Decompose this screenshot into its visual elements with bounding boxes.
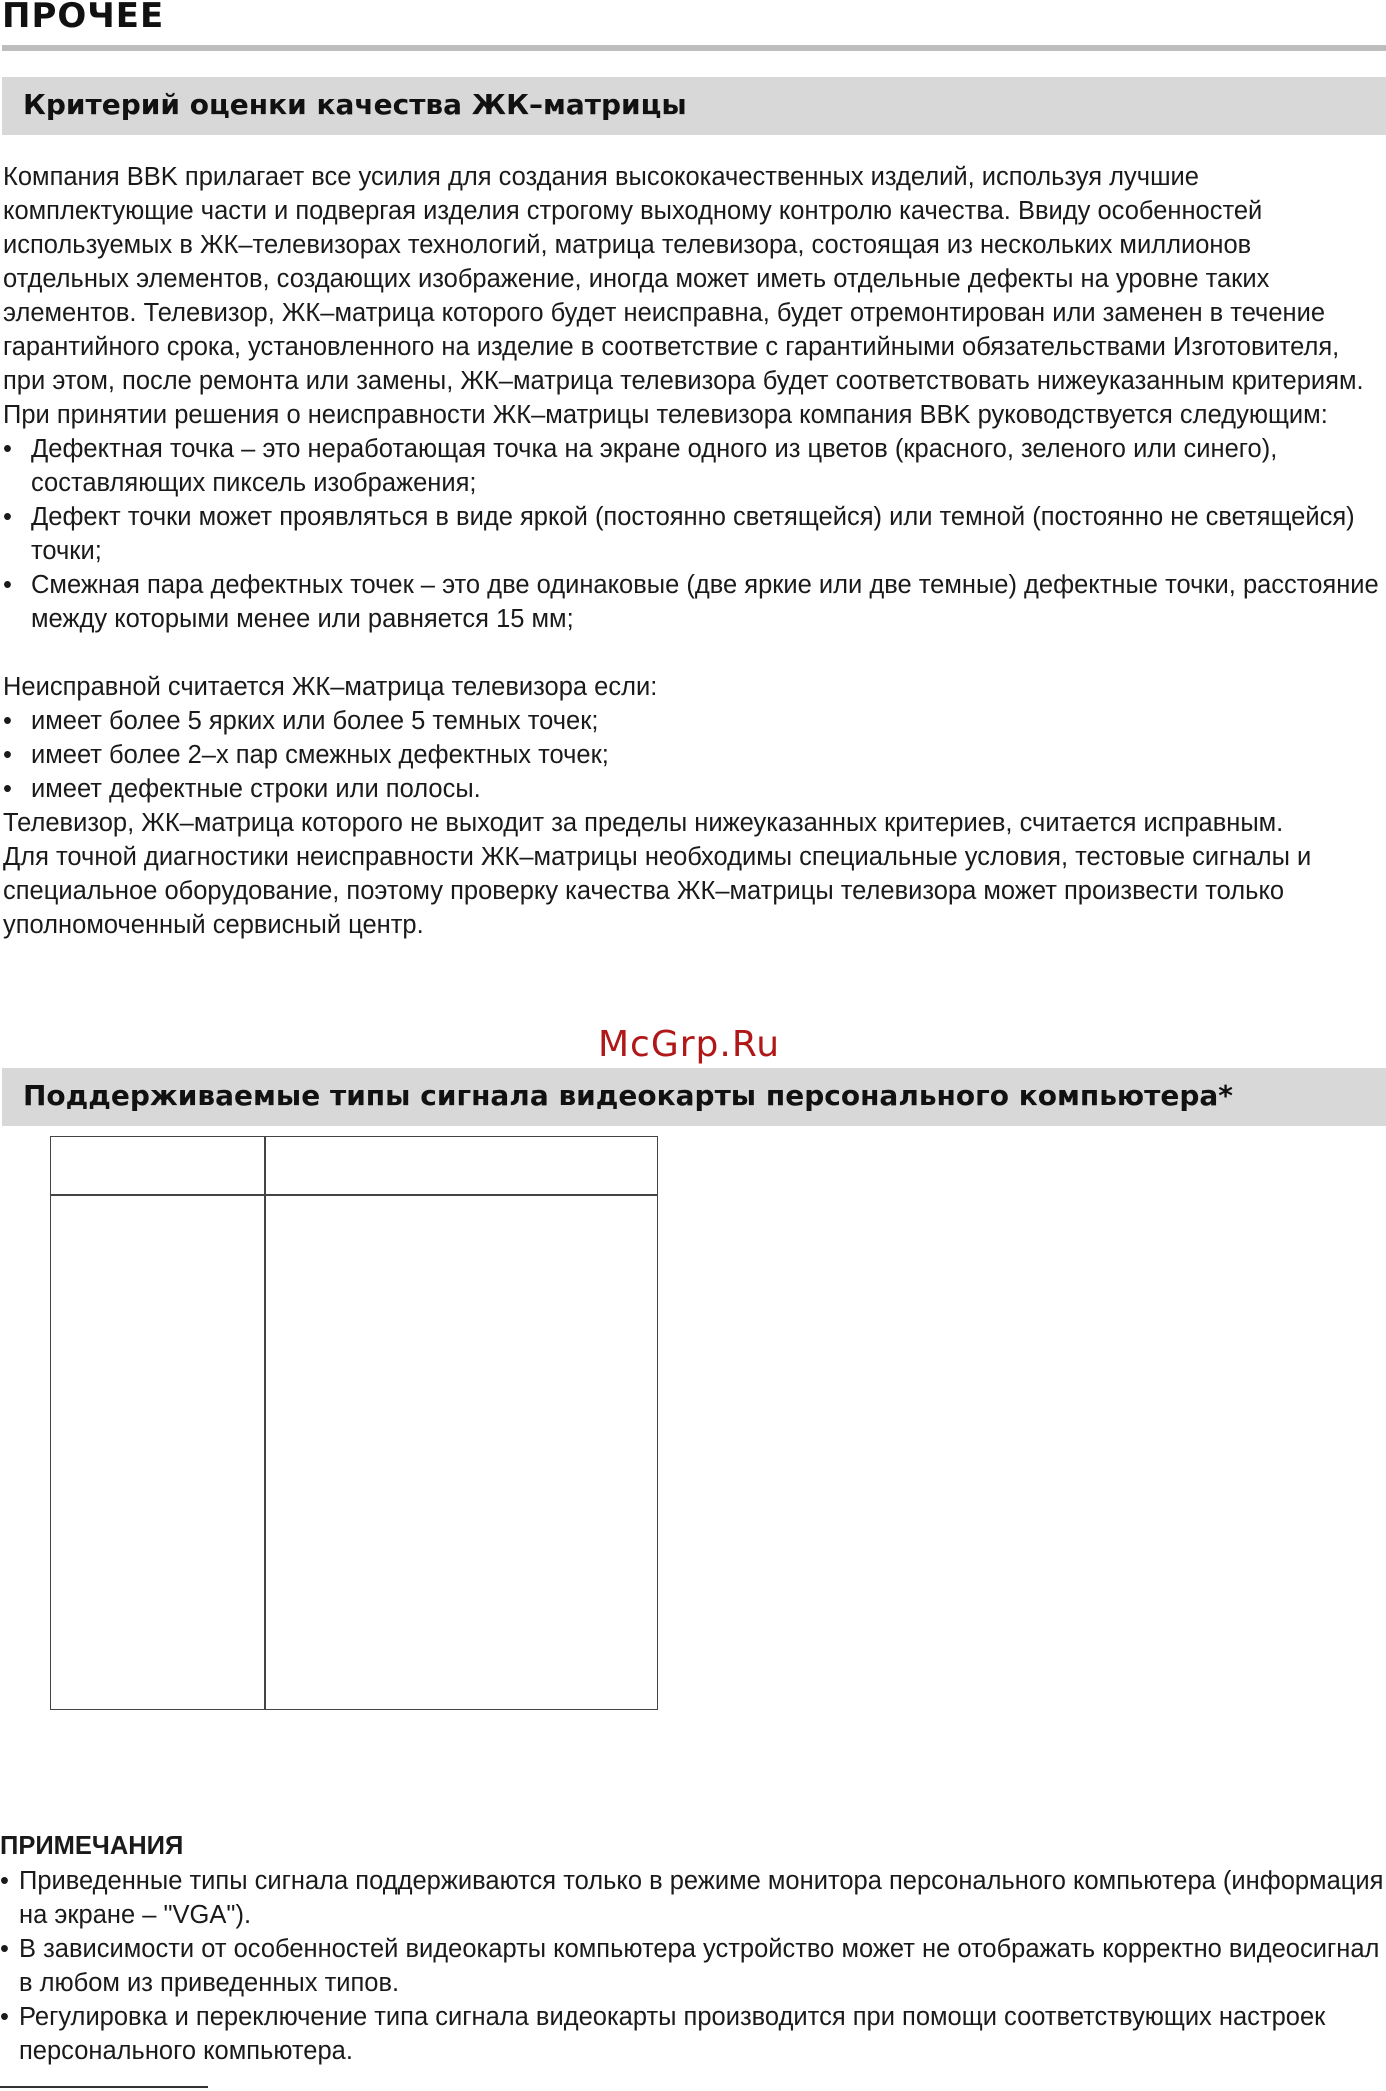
section-header-signals <box>2 1068 1386 1126</box>
faulty-criteria-list <box>3 704 1379 806</box>
ok-paragraph: Телевизор, ЖК–матрица которого не выходит за пределы нижеуказанных критериев, считается исправным. <box>3 809 1284 837</box>
list-item: • Регулировка и переключение типа сигнала видеокарты производится при помощи соответствующих настроек персонального компьютера. <box>0 2000 1384 2068</box>
title-divider <box>2 45 1386 51</box>
definitions-list <box>3 432 1379 636</box>
decision-intro: При принятии решения о неисправности ЖК–матрицы телевизора компания BBK руководствуется следующим: <box>3 401 1328 429</box>
list-item: • В зависимости от особенностей видеокарты компьютера устройство может не отображать корректно видеосигнал в любом из приведенных типов. <box>0 1932 1384 2000</box>
intro-paragraph: Компания BBK прилагает все усилия для создания высококачественных изделий, используя лучшие комплектующие части и подвергая изделия строгому выходному контролю качества. Ввиду особенностей используемых в ЖК–телевизорах технологий, матрица телевизора, состоящая из нескольких миллионов отдельных элементов, создающих изображение, иногда может иметь отдельные дефекты на уровне таких элементов. Телевизор, ЖК–матрица которого будет неисправна, будет отремонтирован или заменен в течение гарантийного срока, установленного на изделие в соответствие с гарантийными обязательствами Изготовителя, при этом, после ремонта или замены, ЖК–матрица телевизора будет соответствовать нижеуказанным критериям. <box>3 163 1364 395</box>
notes-heading: ПРИМЕЧАНИЯ <box>0 1832 184 1860</box>
table-header-divider <box>51 1194 657 1196</box>
notes-list <box>0 1864 1384 2068</box>
section-heading-lcd: Критерий оценки качества ЖК–матрицы <box>23 88 687 121</box>
list-item: • имеет более 5 ярких или более 5 темных точек; <box>3 704 1379 738</box>
diagnostics-paragraph: Для точной диагностики неисправности ЖК–матрицы необходимы специальные условия, тестовые сигналы и специальное оборудование, поэтому проверку качества ЖК–матрицы телевизора может произвести только уполномоченный сервисный центр. <box>3 843 1312 939</box>
list-item: • Приведенные типы сигнала поддерживаются только в режиме монитора персонального компьютера (информация на экране – "VGA"). <box>0 1864 1384 1932</box>
footnote-divider <box>0 2086 208 2088</box>
list-item: • Дефект точки может проявляться в виде яркой (постоянно светящейся) или темной (постоянно не светящейся) точки; <box>3 500 1379 568</box>
table-column-divider <box>264 1137 266 1709</box>
section-heading-signals: Поддерживаемые типы сигнала видеокарты персонального компьютера* <box>23 1079 1233 1112</box>
faulty-intro: Неисправной считается ЖК–матрица телевизора если: <box>3 673 658 701</box>
page-title: ПРОЧЕЕ <box>2 0 165 36</box>
watermark: McGrp.Ru <box>598 1024 781 1065</box>
lcd-criteria-body <box>3 160 1379 942</box>
list-item: • имеет дефектные строки или полосы. <box>3 772 1379 806</box>
list-item: • Смежная пара дефектных точек – это две одинаковые (две яркие или две темные) дефектные точки, расстояние между которыми менее или равняется 15 мм; <box>3 568 1379 636</box>
signal-types-table <box>50 1136 658 1710</box>
list-item: • имеет более 2–х пар смежных дефектных точек; <box>3 738 1379 772</box>
section-header-lcd <box>2 77 1386 135</box>
list-item: • Дефектная точка – это неработающая точка на экране одного из цветов (красного, зеленого или синего), составляющих пиксель изображения; <box>3 432 1379 500</box>
